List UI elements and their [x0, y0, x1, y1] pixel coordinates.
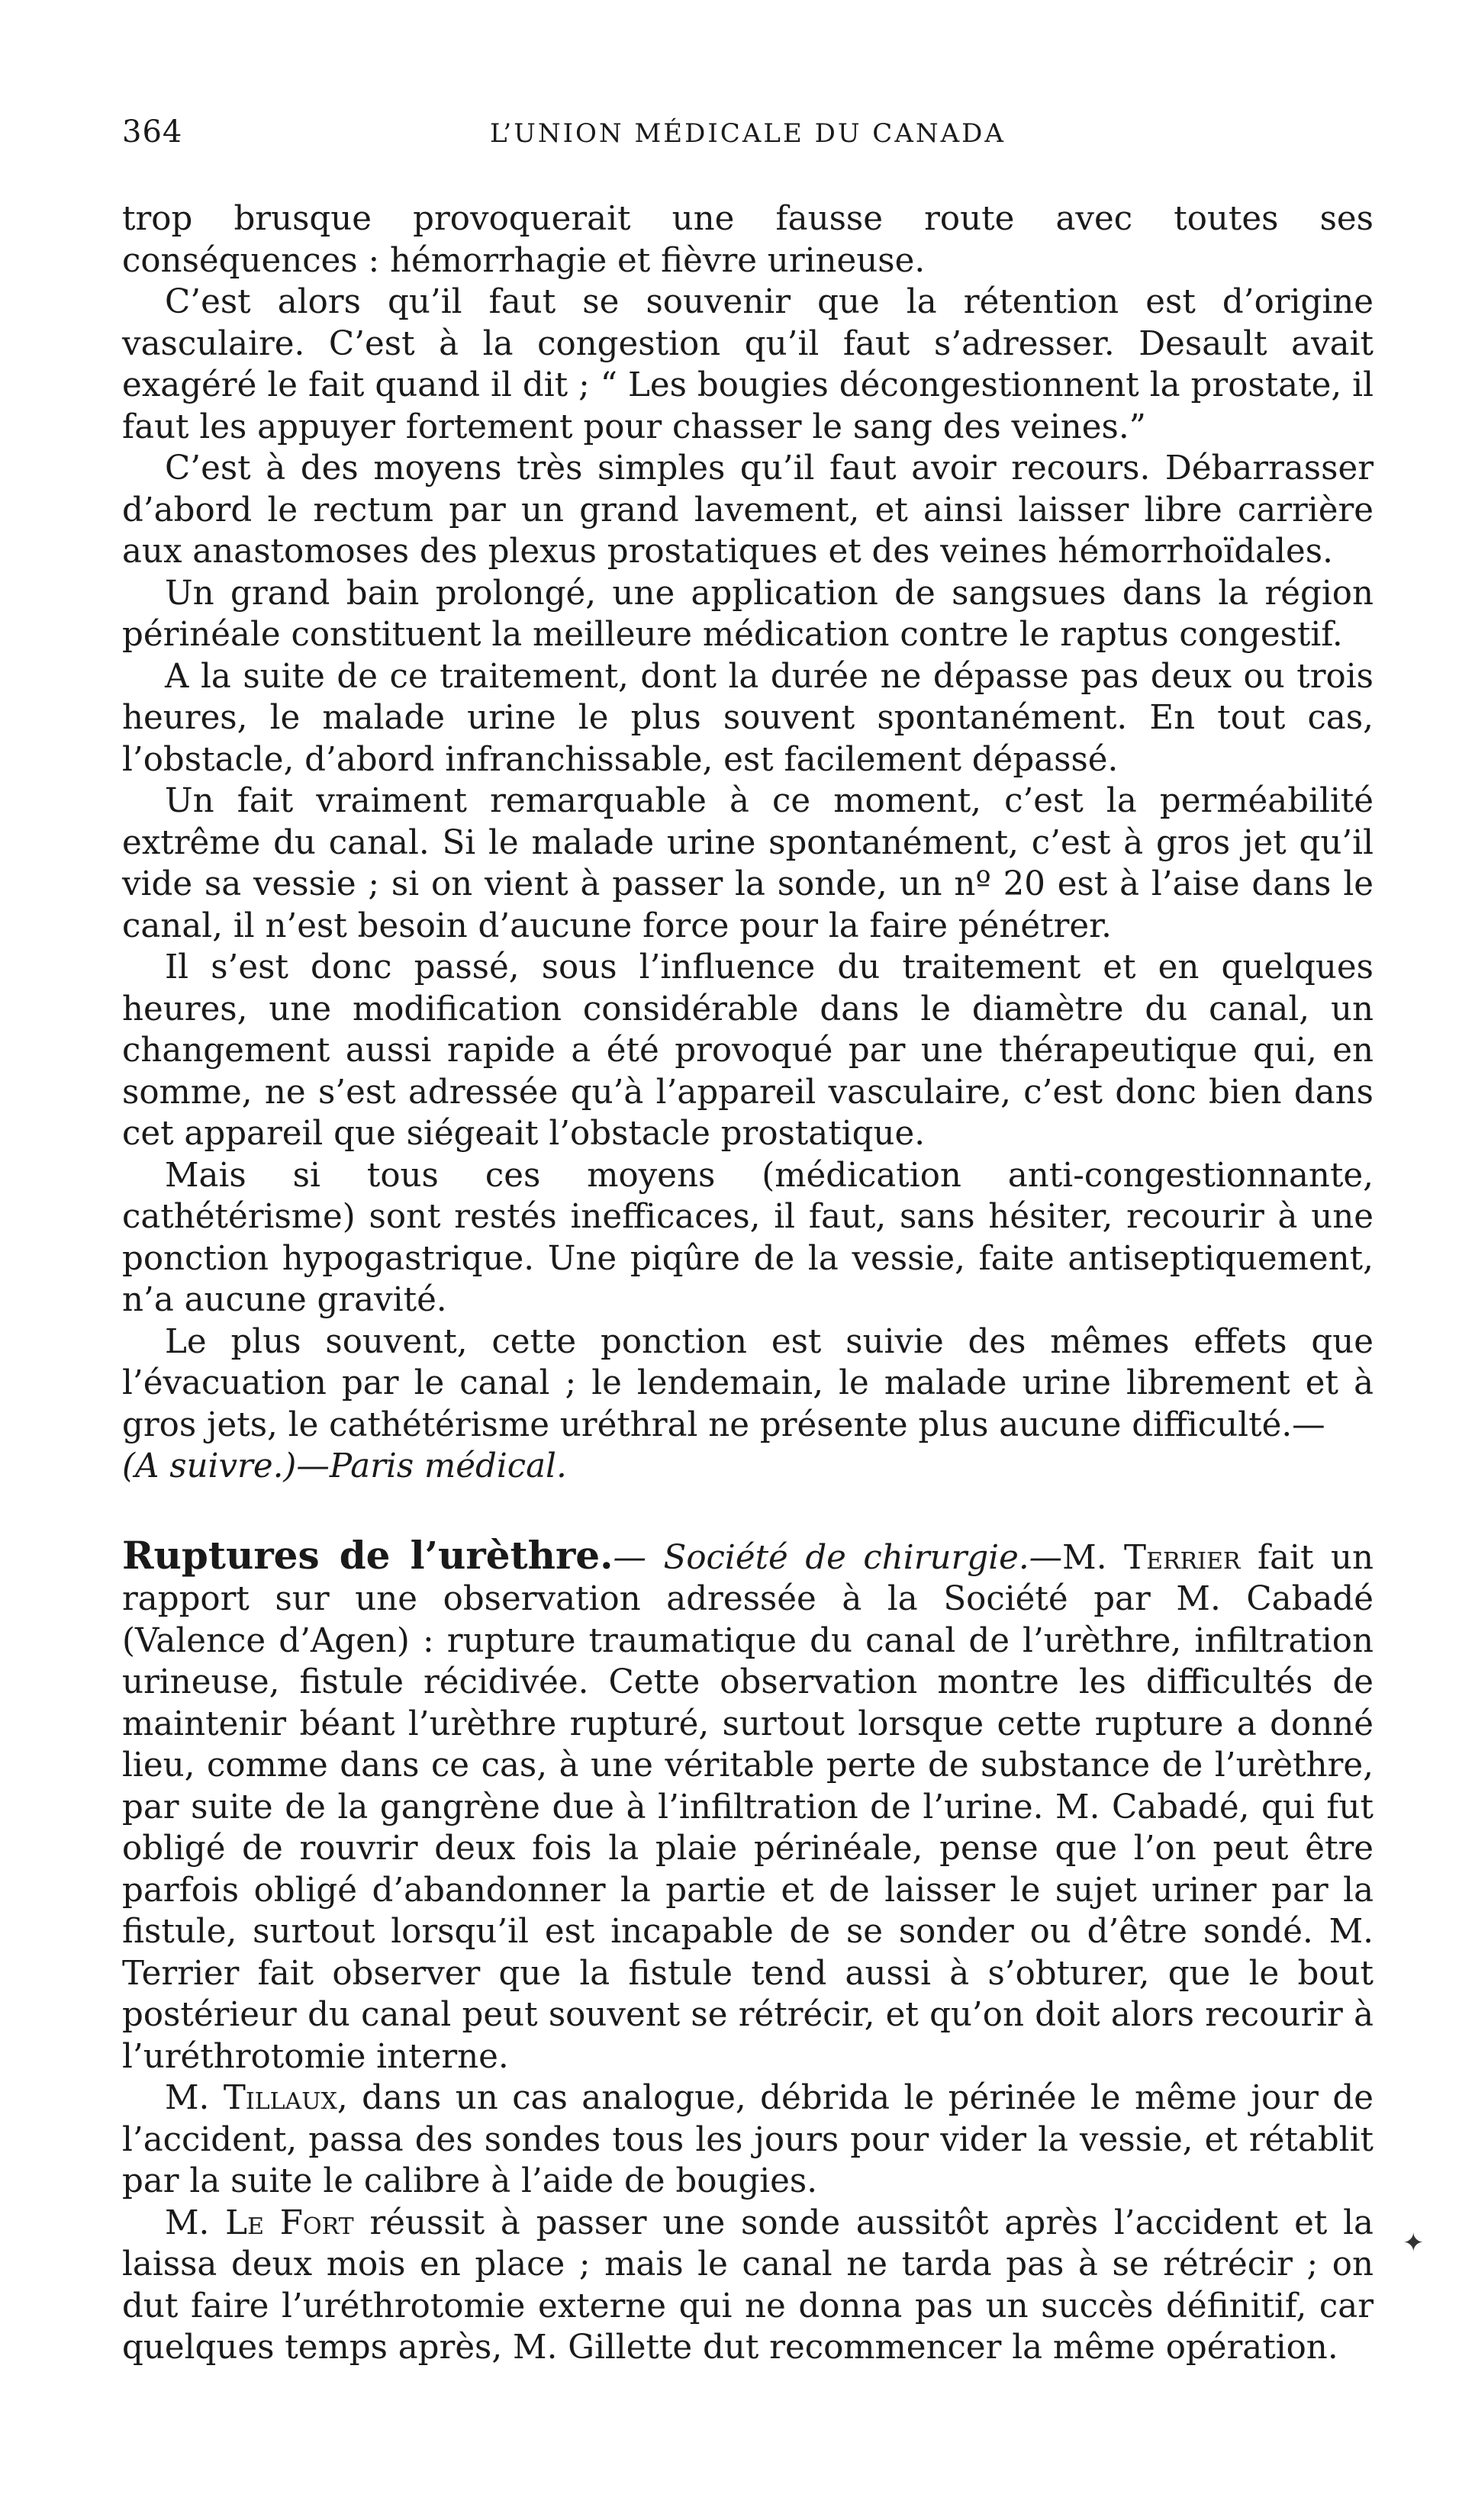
paragraph-5: A la suite de ce traitement, dont la durée ne dépasse pas deux ou trois heures, le malade urine le plus souvent spontanément. En tout cas, l’obstacle, d’abord infranchissable, est facilement dépassé. — [122, 657, 1374, 779]
paragraph-2: C’est alors qu’il faut se souvenir que la rétention est d’origine vasculaire. C’est à la congestion qu’il faut s’adresser. Desault avait exagéré le fait quand il dit ; “ Les bougies décongestionnent la prostate, il faut les appuyer fortement pour chasser le sang des veines.” — [122, 283, 1374, 446]
paragraph-7: Il s’est donc passé, sous l’influence du traitement et en quelques heures, une modification considérable dans le diamètre du canal, un changement aussi rapide a été provoqué par une thérapeutique qui, en somme, ne s’est adressée qu’à l’appareil vasculaire, c’est donc bien dans cet appareil que siégeait l’obstacle prostatique. — [122, 948, 1374, 1153]
section-title: Ruptures de l’urèthre. — [122, 1532, 614, 1578]
article-body — [122, 198, 1374, 2369]
document-page — [122, 114, 1374, 2369]
section-first-paragraph — [122, 1532, 1374, 2078]
margin-mark: ✦ — [1403, 2228, 1425, 2258]
running-title: L’UNION MÉDICALE DU CANADA — [489, 118, 1006, 149]
section-third-paragraph — [122, 2203, 1374, 2369]
section-gap — [122, 1488, 1374, 1535]
paragraph-8: Mais si tous ces moyens (médication anti-congestionnante, cathétérisme) sont restés inefficaces, il faut, sans hésiter, recourir à une ponction hypogastrique. Une piqûre de la vessie, faite antiseptiquement, n’a aucune gravité. — [122, 1156, 1374, 1319]
paragraph-3: C’est à des moyens très simples qu’il faut avoir recours. Débarrasser d’abord le rectum par un grand lavement, et ainsi laisser libre carrière aux anastomoses des plexus prostatiques et des veines hémorrhoïdales. — [122, 449, 1374, 571]
page-number: 364 — [122, 114, 183, 150]
speaker-le-fort: M. Le Fort — [165, 2203, 354, 2242]
paragraph-text: , dans un cas analogue, débrida le périnée le même jour de l’accident, passa des sondes tous les jours pour vider la vessie, et rétablit par la suite le calibre à l’aide de bougies. — [122, 2079, 1374, 2200]
paragraph-6: Un fait vraiment remarquable à ce moment, c’est la perméabilité extrême du canal. Si le malade urine spontanément, c’est à gros jet qu’il vide sa vessie ; si on vient à passer la sonde, un nº 20 est à l’aise dans le canal, il n’est besoin d’aucune force pour la faire pénétrer. — [122, 782, 1374, 945]
paragraph-9: Le plus souvent, cette ponction est suivie des mêmes effets que l’évacuation par le canal ; le lendemain, le malade urine librement et à gros jets, le cathétérisme uréthral ne présente plus aucune difficulté.— — [122, 1322, 1374, 1444]
section-second-paragraph — [122, 2077, 1374, 2203]
section-source: — Société de chirurgie.— — [613, 1538, 1063, 1577]
page-header — [122, 114, 1374, 168]
paragraph-1: trop brusque provoquerait une fausse route avec toutes ses conséquences : hémorrhagie et fièvre urineuse. — [122, 200, 1374, 280]
paragraph-4: Un grand bain prolongé, une application de sangsues dans la région périnéale constituent la meilleure médication contre le raptus congestif. — [122, 574, 1374, 654]
article-source: (A suivre.)—Paris médical. — [122, 1447, 567, 1485]
paragraph-text: réussit à passer une sonde aussitôt après l’accident et la laissa deux mois en place ; mais le canal ne tarda pas à se rétrécir ; on dut faire l’uréthrotomie externe qui ne donna pas un succès définitif, car quelques temps après, M. Gillette dut recommencer la même opération. — [122, 2203, 1374, 2367]
paragraph-text: fait un rapport sur une observation adressée à la Société par M. Cabadé (Valence d’Agen) : rupture traumatique du canal de l’urèthre, infiltration urineuse, fistule récidivée. Cette observation montre les difficultés de maintenir béant l’urèthre rupturé, surtout lorsque cette rupture a donné lieu, comme dans ce cas, à une véritable perte de substance de l’urèthre, par suite de la gangrène due à l’infiltration de l’urine. M. Cabadé, qui fut obligé de rouvrir deux fois la plaie périnéale, pense que l’on peut être parfois obligé d’abandonner la partie et de laisser le sujet uriner par la fistule, surtout lorsqu’il est incapable de se sonder ou d’être sondé. M. Terrier fait observer que la fistule tend aussi à s’obturer, que le bout postérieur du canal peut souvent se rétrécir, et qu’on doit alors recourir à l’uréthrotomie interne. — [122, 1538, 1374, 2076]
speaker-tillaux: M. Tillaux — [165, 2079, 337, 2117]
speaker-terrier: M. Terrier — [1062, 1538, 1241, 1577]
